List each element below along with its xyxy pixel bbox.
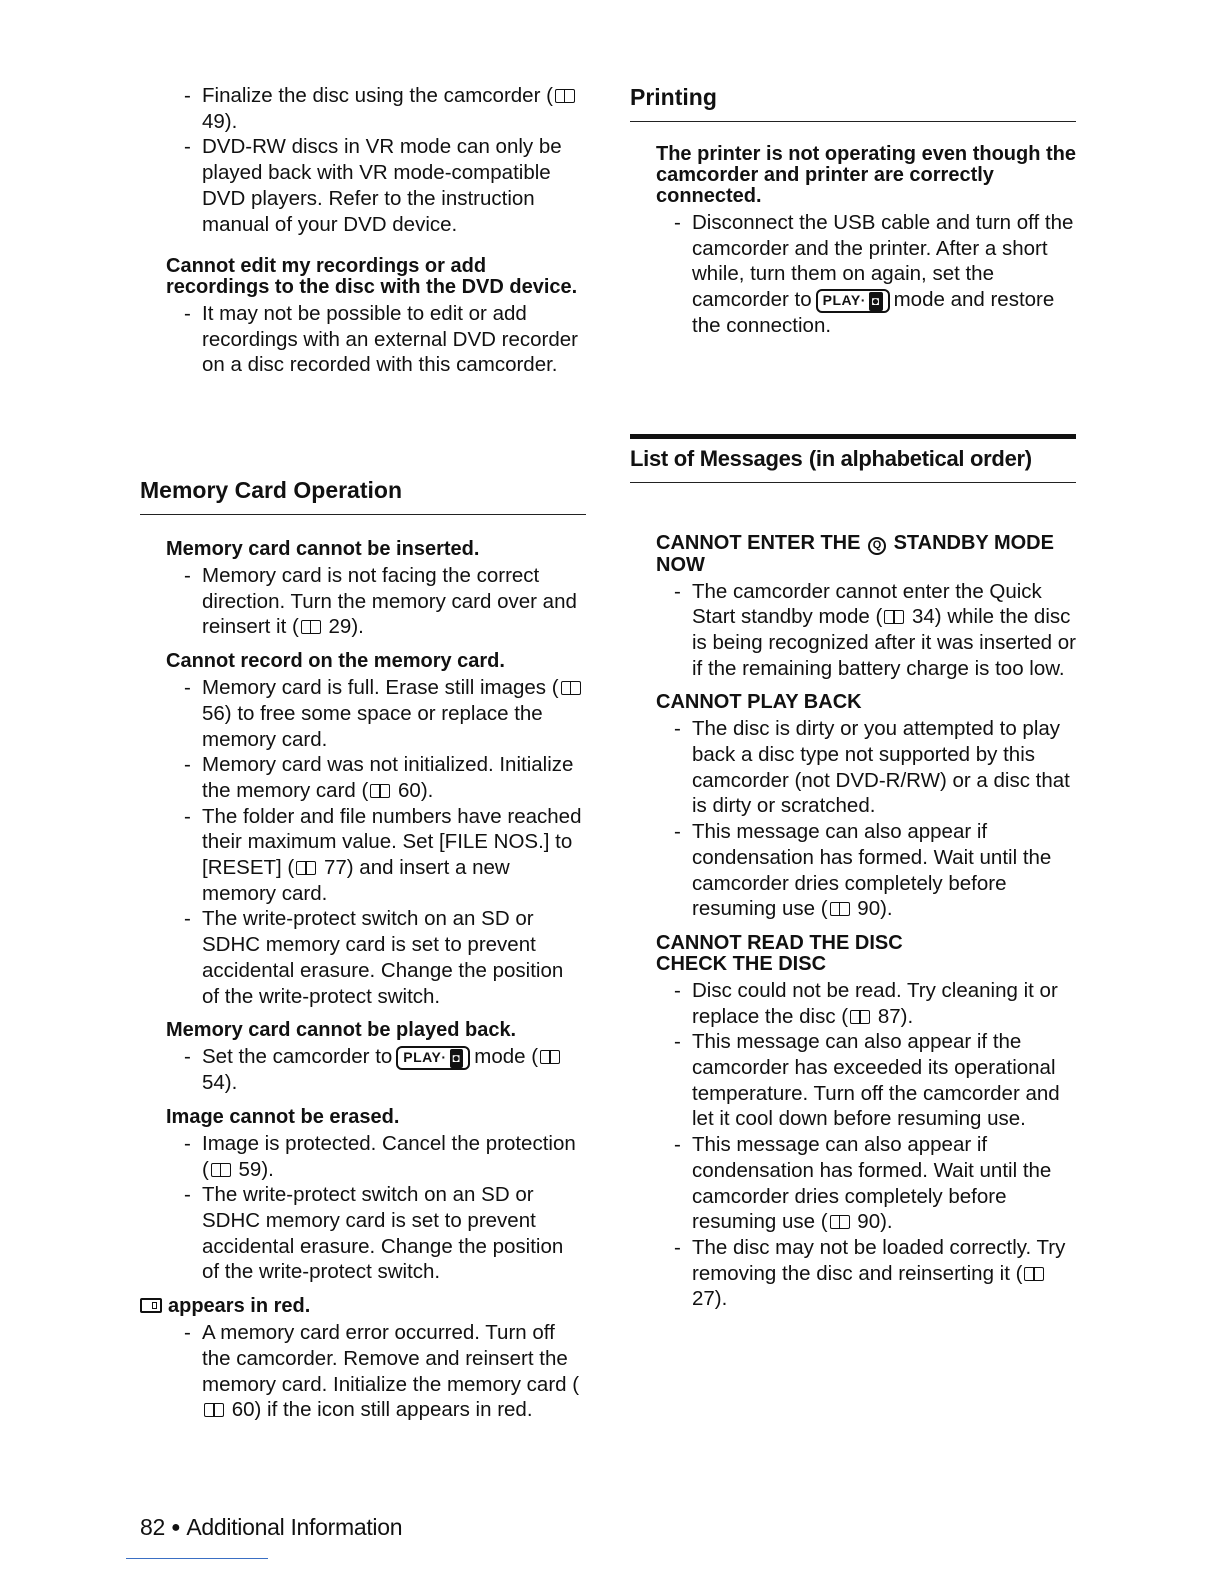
message-heading: CANNOT PLAY BACK <box>656 691 862 714</box>
book-reference-icon <box>850 1010 870 1024</box>
camera-icon: ◘ <box>450 1049 464 1068</box>
book-reference-icon <box>830 1215 850 1229</box>
list-item: - This message can also appear if the camcorder has exceeded its operational temperature. Turn off the camcorder and let it cool down before resuming use. <box>674 1029 1076 1132</box>
answer-list <box>184 675 586 1009</box>
book-reference-icon <box>296 861 316 875</box>
section-title: List of Messages (in alphabetical order) <box>630 434 1076 483</box>
list-item: - Finalize the disc using the camcorder ( 49). <box>184 83 586 134</box>
list-item: - The write-protect switch on an SD or SDHC memory card is set to prevent accidental erasure. Change the position of the write-protect switch. <box>184 1182 586 1285</box>
answer-list <box>184 83 586 237</box>
list-item: - Disconnect the USB cable and turn off the camcorder and the printer. After a short while, turn them on again, set the camcorder to PLAY· ◘ mode and restore the connection. <box>674 210 1076 339</box>
play-photo-mode-icon: PLAY· ◘ <box>396 1046 470 1070</box>
question-heading: The printer is not operating even though the camcorder and printer are correctly connected. <box>656 143 1077 207</box>
answer-list <box>184 563 586 640</box>
footer-rule <box>126 1558 268 1559</box>
answer-list <box>674 978 1076 1312</box>
answer-list <box>674 716 1076 922</box>
question-heading: Cannot edit my recordings or add recordings to the disc with the DVD device. <box>166 255 578 298</box>
answer-list <box>674 579 1076 682</box>
book-reference-icon <box>561 681 581 695</box>
list-item: - Image is protected. Cancel the protection ( 59). <box>184 1131 586 1182</box>
list-item: - This message can also appear if condensation has formed. Wait until the camcorder dries completely before resuming use ( 90). <box>674 1132 1076 1235</box>
footer-section: Additional Information <box>186 1514 403 1540</box>
list-item: - The disc is dirty or you attempted to play back a disc type not supported by this camcorder (not DVD-R/RW) or a disc that is dirty or scratched. <box>674 716 1076 819</box>
book-reference-icon <box>555 89 575 103</box>
list-item: - The camcorder cannot enter the Quick Start standby mode ( 34) while the disc is being recognized after it was inserted or if the remaining battery charge is too low. <box>674 579 1076 682</box>
message-heading: CANNOT ENTER THE Q STANDBY MODE NOW <box>656 532 1054 576</box>
book-reference-icon <box>301 620 321 634</box>
question-heading: Memory card cannot be played back. <box>166 1019 517 1042</box>
answer-list <box>184 1044 586 1096</box>
camera-icon: ◘ <box>869 292 883 311</box>
book-reference-icon <box>370 784 390 798</box>
list-item: - This message can also appear if condensation has formed. Wait until the camcorder dries completely before resuming use ( 90). <box>674 819 1076 922</box>
list-item: - The write-protect switch on an SD or SDHC memory card is set to prevent accidental erasure. Change the position of the write-protect switch. <box>184 906 586 1009</box>
dvd-edit-block <box>140 256 586 378</box>
disc-finalize-items <box>140 83 586 237</box>
list-item: - A memory card error occurred. Turn off the camcorder. Remove and reinsert the memory card. Initialize the memory card ( 60) if the icon still appears in red. <box>184 1320 586 1423</box>
list-item: - It may not be possible to edit or add recordings with an external DVD recorder on a disc recorded with this camcorder. <box>184 301 586 378</box>
question-heading: appears in red. <box>140 1296 586 1317</box>
book-reference-icon <box>1024 1267 1044 1281</box>
book-reference-icon <box>884 610 904 624</box>
section-title: Printing <box>630 84 1076 122</box>
messages-section <box>630 434 1076 1312</box>
list-item: - Memory card was not initialized. Initialize the memory card ( 60). <box>184 752 586 803</box>
list-item: - Memory card is full. Erase still images ( 56) to free some space or replace the memory card. <box>184 675 586 752</box>
list-item: - Memory card is not facing the correct direction. Turn the memory card over and reinsert it ( 29). <box>184 563 586 640</box>
section-title: Memory Card Operation <box>140 477 586 515</box>
book-reference-icon <box>211 1163 231 1177</box>
question-heading: Image cannot be erased. <box>166 1105 400 1128</box>
page-footer <box>140 1514 402 1541</box>
list-item: - Set the camcorder to PLAY· ◘ mode ( 54). <box>184 1044 586 1096</box>
answer-list <box>184 1131 586 1285</box>
bullet-icon: ● <box>170 1519 181 1536</box>
book-reference-icon <box>540 1050 560 1064</box>
printing-section <box>630 84 1076 339</box>
answer-list <box>184 1320 586 1423</box>
list-item: - The folder and file numbers have reached their maximum value. Set [FILE NOS.] to [RESET] ( 77) and insert a new memory card. <box>184 804 586 907</box>
answer-list <box>674 210 1076 339</box>
answer-list <box>184 301 586 378</box>
memory-card-section <box>140 477 586 1423</box>
book-reference-icon <box>204 1403 224 1417</box>
list-item: - The disc may not be loaded correctly. Try removing the disc and reinserting it ( 27). <box>674 1235 1076 1312</box>
page-number: 82 <box>140 1514 165 1540</box>
list-item: - DVD-RW discs in VR mode can only be played back with VR mode-compatible DVD players. Refer to the instruction manual of your DVD device. <box>184 134 586 237</box>
message-heading: CHECK THE DISC <box>656 952 827 975</box>
question-heading: Cannot record on the memory card. <box>166 650 505 673</box>
play-photo-mode-icon: PLAY· ◘ <box>816 289 890 313</box>
memory-card-icon <box>140 1298 162 1313</box>
list-item: - Disc could not be read. Try cleaning it or replace the disc ( 87). <box>674 978 1076 1029</box>
book-reference-icon <box>830 902 850 916</box>
quick-start-icon: Q <box>868 537 886 555</box>
question-heading: Memory card cannot be inserted. <box>166 538 480 560</box>
message-heading: CANNOT READ THE DISC <box>656 931 903 954</box>
